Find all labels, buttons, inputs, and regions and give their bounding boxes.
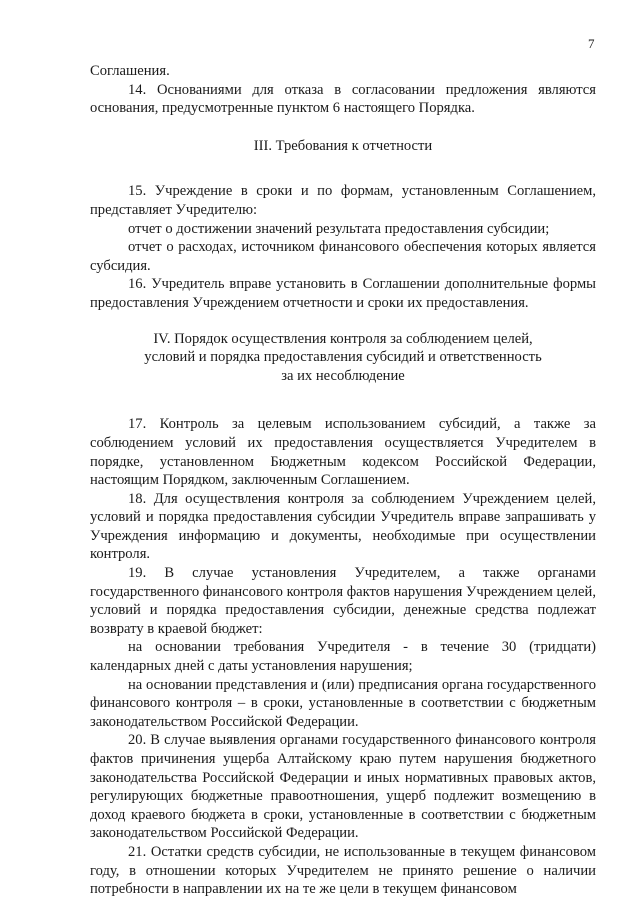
paragraph-20: 20. В случае выявления органами государственного финансового контроля фактов причинения ущерба Алтайскому краю путем нарушения бюджетного законодательства Российской Федерации и иных нормативных правовых актов, регулирующих бюджетные правоотношения, ущерб подлежит возмещению в доход краевого бюджета в сроки, установленные в соответствии с бюджетным законодательством Российской Федерации. (90, 732, 596, 842)
paragraph-continuation: Соглашения. (90, 63, 170, 79)
section-4-title (90, 330, 596, 386)
paragraph-15-item-2: отчет о расходах, источником финансового обеспечения которых является субсидия. (90, 239, 596, 274)
paragraph-15-item-1: отчет о достижении значений результата предоставления субсидии; (128, 220, 550, 237)
paragraph-14: 14. Основаниями для отказа в согласовании предложения являются основания, предусмотренные пунктом 6 настоящего Порядка. (90, 81, 596, 117)
paragraph-18: 18. Для осуществления контроля за соблюдением Учреждением целей, условий и порядка предоставления субсидии Учредитель вправе запрашивать у Учреждения информацию и документы, необходимые при осуществлении контроля. (90, 490, 596, 563)
page-number: 7 (588, 36, 595, 51)
section-3-title: III. Требования к отчетности (253, 137, 433, 154)
section-4-title-line-2: условий и порядка предоставления субсидий и ответственность (144, 349, 542, 366)
paragraph-19: 19. В случае установления Учредителем, а также органами государственного финансового контроля фактов нарушения Учреждением целей, условий и порядка предоставления субсидии, денежные средства подлежат возврату в краевой бюджет: (90, 565, 596, 637)
paragraph-21: 21. Остатки средств субсидии, не использованные в текущем финансовом году, в отношении которых Учредителем не принято решение о наличии потребности в направлении их на те же цели в текущем финансовом (90, 843, 596, 898)
paragraph-16: 16. Учредитель вправе установить в Соглашении дополнительные формы предоставления Учреждением отчетности и сроки их предоставления. (90, 276, 596, 311)
paragraph-19-item-2: на основании представления и (или) предписания органа государственного финансового контроля – в сроки, установленные в соответствии с бюджетным законодательством Российской Федерации. (90, 676, 596, 730)
paragraph-19-item-1: на основании требования Учредителя - в течение 30 (тридцати) календарных дней с даты установления нарушения; (90, 639, 596, 675)
paragraph-15: 15. Учреждение в сроки и по формам, установленным Соглашением, представляет Учредителю: (90, 183, 596, 218)
section-4-title-line-3: за их несоблюдение (281, 367, 405, 384)
paragraph-17: 17. Контроль за целевым использованием субсидий, а также за соблюдением условий их предоставления осуществляется Учредителем в порядке, установленном Бюджетным кодексом Российской Федерации, настоящим Порядком, заключенным Соглашением. (90, 416, 596, 489)
document-body (90, 62, 596, 899)
section-4-title-line-1: IV. Порядок осуществления контроля за соблюдением целей, (153, 330, 533, 347)
